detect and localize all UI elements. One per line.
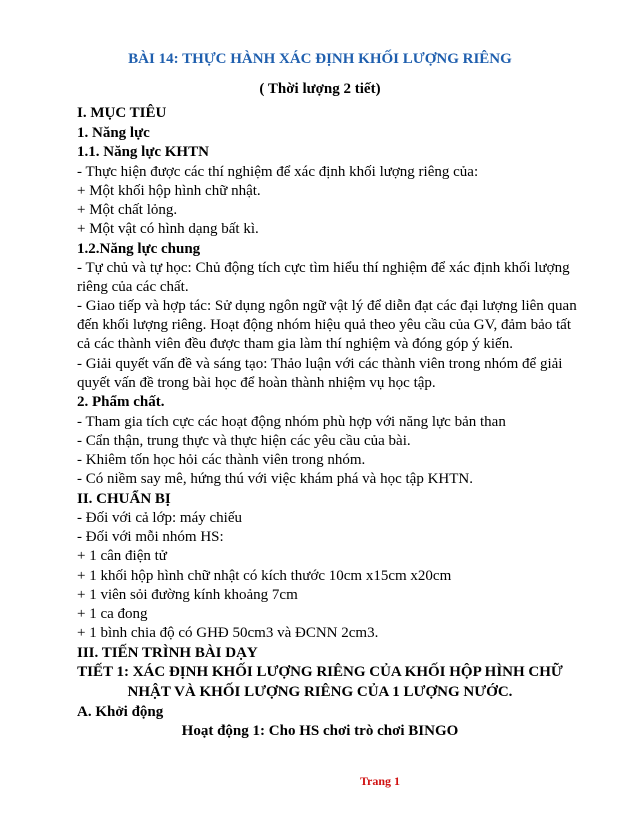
page-number: Trang 1	[359, 774, 401, 788]
subsection-heading: 2. Phẩm chất.	[77, 394, 165, 410]
text-line: + 1 khối hộp hình chữ nhật có kích thước 10cm x15cm x20cm	[77, 568, 452, 584]
text-line: + 1 cân điện tử	[77, 548, 167, 564]
text-line: quyết vấn đề trong bài học để hoàn thành nhiệm vụ học tập.	[77, 375, 436, 391]
subsection-heading: 1.1. Năng lực KHTN	[77, 144, 209, 160]
text-line: + 1 bình chia độ có GHĐ 50cm3 và ĐCNN 2cm3.	[77, 625, 379, 641]
text-line: cả các thành viên đều được tham gia làm thí nghiệm và đóng góp ý kiến.	[77, 336, 513, 352]
text-line: - Cẩn thận, trung thực và thực hiện các yêu cầu của bài.	[77, 433, 411, 449]
text-line: - Giải quyết vấn đề và sáng tạo: Thảo luận với các thành viên trong nhóm để giải	[77, 356, 563, 372]
subsection-heading: 1. Năng lực	[77, 125, 150, 141]
text-line: - Khiêm tốn học hỏi các thành viên trong nhóm.	[77, 452, 366, 468]
text-line: + Một vật có hình dạng bất kì.	[77, 221, 259, 237]
subsection-heading: 1.2.Năng lực chung	[77, 241, 201, 257]
text-line: đến khối lượng riêng. Hoạt động nhóm hiệu quả theo yêu cầu của GV, đảm bảo tất	[77, 317, 572, 333]
text-line: - Giao tiếp và hợp tác: Sử dụng ngôn ngữ vật lý để diễn đạt các đại lượng liên quan	[77, 298, 577, 314]
text-line: + 1 ca đong	[77, 606, 148, 622]
section-heading-preparation: II. CHUẨN BỊ	[77, 491, 171, 507]
text-line: - Đối với cả lớp: máy chiếu	[77, 510, 242, 526]
page-subtitle: ( Thời lượng 2 tiết)	[259, 81, 381, 97]
activity-heading: Hoạt động 1: Cho HS chơi trò chơi BINGO	[181, 723, 459, 739]
text-line: + 1 viên sỏi đường kính khoảng 7cm	[77, 587, 298, 603]
lesson-heading: TIẾT 1: XÁC ĐỊNH KHỐI LƯỢNG RIÊNG CỦA KHỐI HỘP HÌNH CHỮ	[77, 664, 563, 680]
text-line: + Một khối hộp hình chữ nhật.	[77, 183, 261, 199]
text-line: - Có niềm say mê, hứng thú với việc khám phá và học tập KHTN.	[77, 471, 473, 487]
text-line: - Thực hiện được các thí nghiệm để xác định khối lượng riêng của:	[77, 164, 479, 180]
text-line: - Tự chủ và tự học: Chủ động tích cực tìm hiểu thí nghiệm để xác định khối lượng	[77, 260, 570, 276]
section-heading-objectives: I. MỤC TIÊU	[77, 105, 167, 121]
lesson-heading: NHẬT VÀ KHỐI LƯỢNG RIÊNG CỦA 1 LƯỢNG NƯỚC.	[127, 684, 513, 700]
text-line: riêng của các chất.	[77, 279, 189, 295]
subsection-heading: A. Khởi động	[77, 704, 164, 720]
text-line: - Đối với mỗi nhóm HS:	[77, 529, 224, 545]
text-line: + Một chất lỏng.	[77, 202, 178, 218]
section-heading-procedure: III. TIẾN TRÌNH BÀI DẠY	[77, 645, 258, 661]
text-line: - Tham gia tích cực các hoạt động nhóm phù hợp với năng lực bản than	[77, 414, 506, 430]
page-title: BÀI 14: THỰC HÀNH XÁC ĐỊNH KHỐI LƯỢNG RIÊNG	[128, 51, 512, 67]
